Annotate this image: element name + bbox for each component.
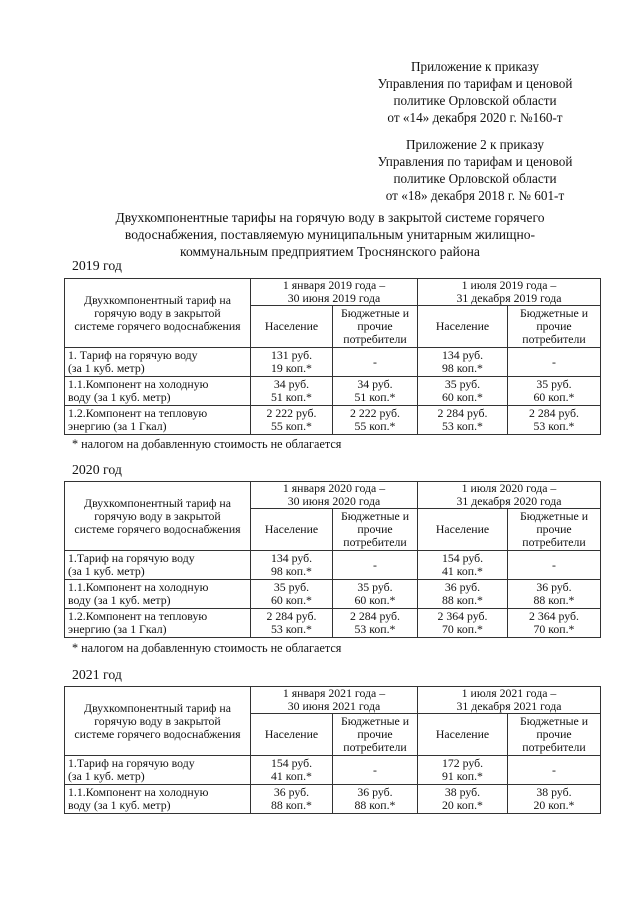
tariff-value-line: 2 222 руб. — [266, 406, 317, 420]
appendix-line: от «14» декабря 2020 г. №160-т — [387, 110, 563, 125]
document-title — [70, 209, 590, 260]
appendix-2-line: Управления по тарифам и ценовой — [377, 154, 573, 169]
tariff-value-cell — [418, 609, 508, 638]
header-label-line: горячую воду в закрытой — [94, 508, 221, 523]
tariff-value-cell — [333, 406, 418, 435]
title-line: Двухкомпонентные тарифы на горячую воду в закрытой системе горячего — [115, 210, 545, 225]
header-label-line: системе горячего водоснабжения — [74, 726, 241, 741]
row-label-line: (за 1 куб. метр) — [68, 361, 145, 375]
header-budget-line: прочие — [357, 727, 393, 741]
tariff-value-line: - — [373, 557, 377, 572]
tariff-value-line: 36 руб. — [444, 580, 481, 594]
title-line: водоснабжения, поставляемую муниципальным унитарным жилищно- — [124, 227, 536, 242]
tariff-value-line: 134 руб. — [270, 551, 313, 565]
appendix-2-header — [330, 136, 620, 204]
header-budget-consumers — [333, 306, 418, 348]
tariff-value-line: 2 364 руб. — [437, 609, 488, 623]
row-label — [65, 348, 251, 377]
header-budget-line: Бюджетные и — [340, 509, 410, 523]
tariff-value-line: 35 руб. — [357, 580, 393, 594]
appendix-line: Управления по тарифам и ценовой — [377, 76, 573, 91]
tariff-value-cell — [333, 609, 418, 638]
tariff-value-cell — [508, 377, 601, 406]
row-label-line: 1.2.Компонент на тепловую — [68, 609, 208, 623]
tariff-value-line: 41 коп.* — [442, 564, 483, 578]
tariff-value-line: 55 коп.* — [271, 419, 312, 433]
tariff-value-cell — [251, 756, 333, 785]
tariff-value-line: 172 руб. — [441, 756, 484, 770]
period-line: 1 января 2020 года – — [282, 481, 386, 495]
tariff-value-cell — [508, 785, 601, 814]
tariff-value-line: 88 коп.* — [533, 593, 575, 607]
tariff-value-line: 41 коп.* — [271, 769, 312, 783]
header-label-line: системе горячего водоснабжения — [74, 521, 241, 536]
header-budget-line: Бюджетные и — [340, 306, 410, 320]
header-budget-line: потребители — [343, 332, 407, 346]
header-budget-line: Бюджетные и — [519, 306, 589, 320]
header-budget-consumers — [508, 509, 601, 551]
tariff-value-cell — [251, 609, 333, 638]
tariff-value-cell — [418, 406, 508, 435]
tariff-value-line: 36 руб. — [357, 785, 393, 799]
tariff-value-line: - — [552, 762, 556, 777]
table-row — [65, 348, 601, 377]
tariff-value-cell — [418, 348, 508, 377]
tariff-value-line: 19 коп.* — [271, 361, 312, 375]
tariff-value-line: 60 коп.* — [271, 593, 312, 607]
header-label-line: Двухкомпонентный тариф на — [84, 292, 231, 307]
table-row — [65, 609, 601, 638]
header-population: Население — [418, 714, 508, 756]
footnote: * налогом на добавленную стоимость не облагается — [72, 437, 342, 451]
header-budget-line: прочие — [357, 522, 393, 536]
tariff-value-line: 60 коп.* — [354, 593, 396, 607]
tariff-value-line: - — [373, 762, 377, 777]
row-label-line: 1.1.Компонент на холодную — [68, 377, 209, 391]
tariff-value-line: 20 коп.* — [533, 798, 575, 812]
tariff-value-cell — [508, 609, 601, 638]
tariff-value-line: - — [552, 557, 556, 572]
header-budget-line: прочие — [536, 522, 572, 536]
tariff-value-cell — [508, 580, 601, 609]
tariff-value-cell — [251, 377, 333, 406]
header-label-line: горячую воду в закрытой — [94, 713, 221, 728]
tariff-value-cell — [333, 756, 418, 785]
tariff-value-line: 35 руб. — [444, 377, 481, 391]
row-label — [65, 551, 251, 580]
tariff-value-line: 154 руб. — [270, 756, 313, 770]
period-line: 1 июля 2021 года – — [461, 686, 557, 700]
row-label — [65, 756, 251, 785]
header-label-line: системе горячего водоснабжения — [74, 318, 241, 333]
header-budget-line: Бюджетные и — [519, 714, 589, 728]
header-period-second-half — [418, 279, 601, 306]
tariff-value-line: 51 коп.* — [271, 390, 312, 404]
header-budget-consumers — [508, 714, 601, 756]
header-population: Население — [251, 714, 333, 756]
tariff-value-line: 36 руб. — [536, 580, 572, 594]
header-period-second-half — [418, 687, 601, 714]
header-budget-line: потребители — [522, 332, 586, 346]
appendix-header — [330, 58, 620, 126]
tariff-value-line: 154 руб. — [441, 551, 484, 565]
tariff-value-cell — [418, 785, 508, 814]
table-row — [65, 406, 601, 435]
tariff-value-line: 38 руб. — [536, 785, 572, 799]
tariff-value-line: 131 руб. — [270, 348, 313, 362]
year-heading-2020: 2020 год — [72, 462, 122, 477]
row-label — [65, 580, 251, 609]
tariff-value-line: 98 коп.* — [442, 361, 483, 375]
row-label-line: 1.1.Компонент на холодную — [68, 785, 209, 799]
tariff-value-cell — [333, 580, 418, 609]
tariff-value-line: 88 коп.* — [442, 593, 483, 607]
row-label-line: (за 1 куб. метр) — [68, 564, 145, 578]
row-label-line: 1.1.Компонент на холодную — [68, 580, 209, 594]
row-label — [65, 609, 251, 638]
tariff-value-cell — [508, 406, 601, 435]
tariff-table-2020 — [64, 481, 601, 638]
tariff-value-line: 91 коп.* — [442, 769, 483, 783]
tariff-value-cell — [508, 551, 601, 580]
header-population: Население — [418, 509, 508, 551]
tariff-value-line: 134 руб. — [441, 348, 484, 362]
row-label-line: 1.Тариф на горячую воду — [68, 756, 195, 770]
tariff-value-cell — [251, 348, 333, 377]
header-population: Население — [251, 306, 333, 348]
tariff-value-cell — [508, 348, 601, 377]
period-line: 1 января 2019 года – — [282, 278, 386, 292]
header-budget-line: прочие — [536, 319, 572, 333]
tariff-value-line: 60 коп.* — [533, 390, 575, 404]
header-period-first-half — [251, 279, 418, 306]
period-line: 30 июня 2019 года — [287, 291, 381, 305]
appendix-line: Приложение к приказу — [410, 59, 540, 74]
tariff-value-cell — [418, 580, 508, 609]
tariff-value-cell — [418, 551, 508, 580]
tariff-value-cell — [251, 580, 333, 609]
header-population: Население — [251, 509, 333, 551]
tariff-value-cell — [418, 377, 508, 406]
tariff-value-cell — [508, 756, 601, 785]
appendix-2-line: Приложение 2 к приказу — [406, 137, 544, 152]
period-line: 1 января 2021 года – — [282, 686, 386, 700]
tariff-value-line: 88 коп.* — [354, 798, 396, 812]
header-label-line: Двухкомпонентный тариф на — [84, 495, 231, 510]
tariff-value-cell — [251, 406, 333, 435]
header-tariff-label — [65, 279, 251, 348]
header-period-second-half — [418, 482, 601, 509]
tariff-value-line: 51 коп.* — [354, 390, 396, 404]
row-label — [65, 785, 251, 814]
header-population: Население — [418, 306, 508, 348]
tariff-value-cell — [333, 785, 418, 814]
header-budget-line: Бюджетные и — [519, 509, 589, 523]
period-line: 31 декабря 2019 года — [456, 291, 562, 305]
tariff-value-line: 98 коп.* — [271, 564, 312, 578]
tariff-value-line: 88 коп.* — [271, 798, 312, 812]
row-label-line: (за 1 куб. метр) — [68, 769, 145, 783]
header-period-first-half — [251, 687, 418, 714]
header-budget-consumers — [508, 306, 601, 348]
header-budget-consumers — [333, 714, 418, 756]
tariff-value-line: - — [552, 354, 556, 369]
row-label-line: энергию (за 1 Гкал) — [68, 622, 167, 636]
table-row — [65, 785, 601, 814]
tariff-value-line: 53 коп.* — [271, 622, 312, 636]
tariff-value-line: 2 364 руб. — [529, 609, 579, 623]
header-label-line: Двухкомпонентный тариф на — [84, 700, 231, 715]
header-budget-line: потребители — [522, 740, 586, 754]
tariff-value-line: 70 коп.* — [533, 622, 575, 636]
row-label-line: воду (за 1 куб. метр) — [68, 798, 171, 812]
row-label-line: энергию (за 1 Гкал) — [68, 419, 167, 433]
row-label — [65, 406, 251, 435]
header-budget-line: потребители — [522, 535, 586, 549]
period-line: 31 декабря 2021 года — [456, 699, 562, 713]
tariff-value-line: 34 руб. — [273, 377, 310, 391]
header-budget-line: Бюджетные и — [340, 714, 410, 728]
row-label-line: 1.2.Компонент на тепловую — [68, 406, 208, 420]
period-line: 31 декабря 2020 года — [456, 494, 562, 508]
appendix-2-line: от «18» декабря 2018 г. № 601-т — [385, 188, 565, 203]
tariff-value-line: 2 284 руб. — [350, 609, 400, 623]
year-heading-2021: 2021 год — [72, 667, 122, 682]
title-line: коммунальным предприятием Троснянского района — [180, 244, 480, 259]
tariff-value-line: 35 руб. — [273, 580, 310, 594]
period-line: 1 июля 2019 года – — [461, 278, 557, 292]
period-line: 30 июня 2021 года — [287, 699, 381, 713]
header-budget-line: прочие — [536, 727, 572, 741]
tariff-value-line: 60 коп.* — [442, 390, 483, 404]
table-row — [65, 377, 601, 406]
row-label-line: 1.Тариф на горячую воду — [68, 551, 195, 565]
tariff-value-line: - — [373, 354, 377, 369]
tariff-value-cell — [251, 785, 333, 814]
tariff-value-cell — [418, 756, 508, 785]
tariff-value-line: 20 коп.* — [442, 798, 483, 812]
tariff-value-line: 2 222 руб. — [350, 406, 400, 420]
appendix-2-line: политике Орловской области — [393, 171, 557, 186]
table-row — [65, 756, 601, 785]
header-budget-line: потребители — [343, 740, 407, 754]
table-row — [65, 551, 601, 580]
tariff-value-cell — [251, 551, 333, 580]
tariff-table-2021 — [64, 686, 601, 814]
year-heading-2019: 2019 год — [72, 258, 122, 273]
tariff-value-cell — [333, 348, 418, 377]
tariff-value-line: 2 284 руб. — [529, 406, 579, 420]
row-label-line: 1. Тариф на горячую воду — [68, 348, 198, 362]
tariff-value-line: 35 руб. — [536, 377, 572, 391]
header-budget-line: потребители — [343, 535, 407, 549]
row-label — [65, 377, 251, 406]
tariff-value-line: 34 руб. — [357, 377, 393, 391]
footnote: * налогом на добавленную стоимость не облагается — [72, 641, 342, 655]
header-budget-consumers — [333, 509, 418, 551]
tariff-value-line: 2 284 руб. — [266, 609, 317, 623]
tariff-value-line: 2 284 руб. — [437, 406, 488, 420]
table-row — [65, 580, 601, 609]
period-line: 30 июня 2020 года — [287, 494, 381, 508]
tariff-value-line: 70 коп.* — [442, 622, 483, 636]
header-period-first-half — [251, 482, 418, 509]
tariff-value-line: 38 руб. — [444, 785, 481, 799]
tariff-value-line: 53 коп.* — [533, 419, 575, 433]
header-tariff-label — [65, 482, 251, 551]
header-label-line: горячую воду в закрытой — [94, 305, 221, 320]
row-label-line: воду (за 1 куб. метр) — [68, 593, 171, 607]
tariff-value-line: 36 руб. — [273, 785, 310, 799]
tariff-value-line: 55 коп.* — [354, 419, 396, 433]
appendix-line: политике Орловской области — [393, 93, 557, 108]
tariff-table-2019 — [64, 278, 601, 435]
tariff-value-line: 53 коп.* — [354, 622, 396, 636]
row-label-line: воду (за 1 куб. метр) — [68, 390, 171, 404]
tariff-value-cell — [333, 551, 418, 580]
tariff-value-cell — [333, 377, 418, 406]
tariff-value-line: 53 коп.* — [442, 419, 483, 433]
header-tariff-label — [65, 687, 251, 756]
period-line: 1 июля 2020 года – — [461, 481, 557, 495]
header-budget-line: прочие — [357, 319, 393, 333]
